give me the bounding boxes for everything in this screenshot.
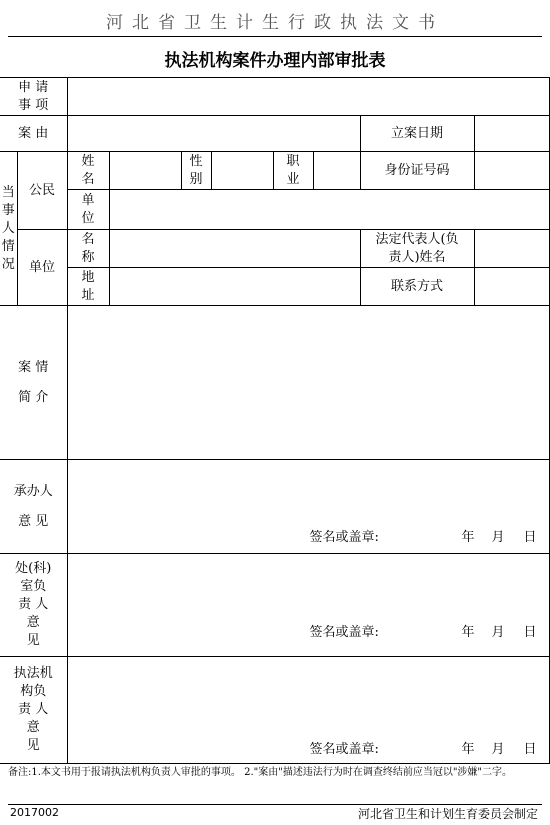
sign-label: 签名或盖章: <box>309 742 379 757</box>
handler-opinion-label: 承办人 意 见 <box>0 460 67 554</box>
approval-form-table <box>0 77 550 764</box>
agency-head-opinion-label: 执法机 构负 责 人 意 见 <box>0 657 67 764</box>
occupation-label: 职业 <box>273 152 313 190</box>
agency-head-opinion-field[interactable] <box>67 657 549 764</box>
gender-field[interactable] <box>211 152 273 190</box>
day-label: 日 <box>523 625 537 640</box>
year-label: 年 <box>461 530 475 545</box>
occupation-field[interactable] <box>313 152 360 190</box>
filing-date-label: 立案日期 <box>360 116 474 152</box>
filing-date-field[interactable] <box>474 116 549 152</box>
handler-opinion-field[interactable] <box>67 460 549 554</box>
legal-rep-label: 法定代表人(负责人)姓名 <box>360 230 474 268</box>
sign-label: 签名或盖章: <box>309 625 379 640</box>
citizen-label: 公民 <box>17 152 67 230</box>
org-label: 单位 <box>17 230 67 306</box>
contact-field[interactable] <box>474 268 549 306</box>
contact-label: 联系方式 <box>360 268 474 306</box>
issuing-authority: 河北省卫生和计划生育委员会制定 <box>357 807 538 821</box>
address-label: 地址 <box>67 268 109 306</box>
work-unit-label: 单位 <box>67 190 109 230</box>
party-label: 当事人情况 <box>0 152 17 306</box>
day-label: 日 <box>523 742 537 757</box>
year-label: 年 <box>461 742 475 757</box>
day-label: 日 <box>523 530 537 545</box>
year-label: 年 <box>461 625 475 640</box>
work-unit-field[interactable] <box>109 190 549 230</box>
case-reason-label: 案 由 <box>0 116 67 152</box>
dept-head-opinion-field[interactable] <box>67 554 549 657</box>
org-name-label: 名称 <box>67 230 109 268</box>
case-summary-field[interactable] <box>67 306 549 460</box>
apply-label: 申 请 事 项 <box>0 78 67 116</box>
address-field[interactable] <box>109 268 360 306</box>
dept-head-opinion-label: 处(科) 室负 责 人 意 见 <box>0 554 67 657</box>
org-name-field[interactable] <box>109 230 360 268</box>
case-reason-field[interactable] <box>67 116 360 152</box>
name-label: 姓名 <box>67 152 109 190</box>
sign-label: 签名或盖章: <box>309 530 379 545</box>
legal-rep-field[interactable] <box>474 230 549 268</box>
gender-label: 性别 <box>181 152 211 190</box>
form-code: 2017002 <box>10 806 59 819</box>
month-label: 月 <box>491 625 505 640</box>
id-number-field[interactable] <box>474 152 549 190</box>
month-label: 月 <box>491 742 505 757</box>
document-series-header: 河北省卫生计生行政执法文书 <box>106 13 444 33</box>
header-rule <box>8 36 542 37</box>
page-title: 执法机构案件办理内部审批表 <box>164 51 386 71</box>
month-label: 月 <box>491 530 505 545</box>
id-number-label: 身份证号码 <box>360 152 474 190</box>
name-field[interactable] <box>109 152 181 190</box>
apply-field[interactable] <box>67 78 549 116</box>
remarks-note: 备注:1.本文书用于报请执法机构负责人审批的事项。 2."案由"描述违法行为时在调查终结前应当冠以"涉嫌"二字。 <box>8 767 513 778</box>
case-summary-label: 案 情 简 介 <box>0 306 67 460</box>
